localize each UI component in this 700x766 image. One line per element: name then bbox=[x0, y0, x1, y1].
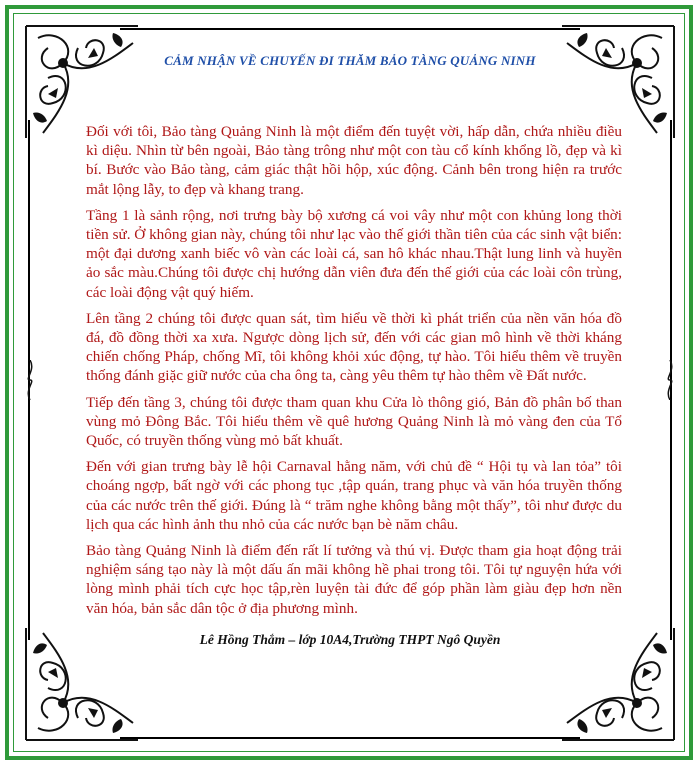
paragraph: Tầng 1 là sảnh rộng, nơi trưng bày bộ xương cá voi vây như một con khủng long thời tiền sử. Ở không gian này, chúng tôi như lạc vào thế giới thần tiên của các sinh vật biển: một đại dương xanh biếc vô vàn các loài cá, san hô khác nhau.Thật lung linh và huyền ảo sắc màu.Chúng tôi được chị hướng dẫn viên đưa đến thế giới của các loài côn trùng, các loài động vật quý hiếm. bbox=[86, 206, 622, 301]
bottom-border-line bbox=[120, 737, 580, 739]
document-title: CẢM NHẬN VỀ CHUYẾN ĐI THĂM BẢO TÀNG QUẢNG NINH bbox=[164, 53, 536, 68]
paragraph: Bảo tàng Quảng Ninh là điểm đến rất lí tưởng và thú vị. Được tham gia hoạt động trải nghiệm sáng tạo này là một dấu ấn mãi không hề phai trong tôi. Tôi tự nguyện hứa với lòng mình phải tích cực học tập,rèn luyện tài đức để góp phần làm giàu đẹp hơn nền văn hóa, bản sắc dân tộc ở địa phương mình. bbox=[86, 542, 622, 617]
document-body bbox=[86, 122, 622, 625]
paragraph: Lên tầng 2 chúng tôi được quan sát, tìm hiểu về thời kì phát triển của nền văn hóa đồ đá, đồ đồng thời xa xưa. Ngược dòng lịch sử, đến với các gian mô hình về thời kháng chiến chống Pháp, chống Mĩ, tôi không khỏi xúc động, tự hào. Tôi hiểu thêm về truyền thống đánh giặc giữ nước của cha ông ta, càng yêu thêm tự hào thêm về Đất nước. bbox=[86, 309, 622, 385]
floral-edge-ornament-right-icon bbox=[664, 360, 676, 400]
paragraph: Đến với gian trưng bày lễ hội Carnaval hằng năm, với chủ đề “ Hội tụ và lan tỏa” tôi choáng ngợp, bất ngờ với các phong tục ,tập quán, trang phục và văn hóa truyền thống của các nước trên thế giới. Đúng là “ trăm nghe không bằng một thấy”, tôi như được du lịch qua các hình ảnh thu nhỏ của các nước bạn bè năm châu. bbox=[86, 458, 622, 533]
paragraph: Tiếp đến tầng 3, chúng tôi được tham quan khu Cửa lò thông gió, Bản đồ phân bố than vùng mỏ Đông Bắc. Tôi hiểu thêm về quê hương Quảng Ninh là mỏ vàng đen của Tổ Quốc, có truyền thống vùng mỏ bất khuất. bbox=[86, 393, 622, 450]
author-signature: Lê Hồng Thắm – lớp 10A4,Trường THPT Ngô Quyền bbox=[199, 632, 501, 647]
floral-edge-ornament-left-icon bbox=[24, 360, 36, 400]
top-border-line bbox=[120, 28, 580, 30]
paragraph: Đối với tôi, Bảo tàng Quảng Ninh là một điểm đến tuyệt vời, hấp dẫn, chứa nhiều điều kì diệu. Nhìn từ bên ngoài, Bảo tàng trông như một con tàu cổ kính khổng lồ, đẹp và kì bí. Bước vào Bảo tàng, cảm giác thật hồi hộp, xúc động. Cảnh bên trong hiện ra trước mắt lộng lẫy, to đẹp và khang trang. bbox=[86, 123, 622, 198]
